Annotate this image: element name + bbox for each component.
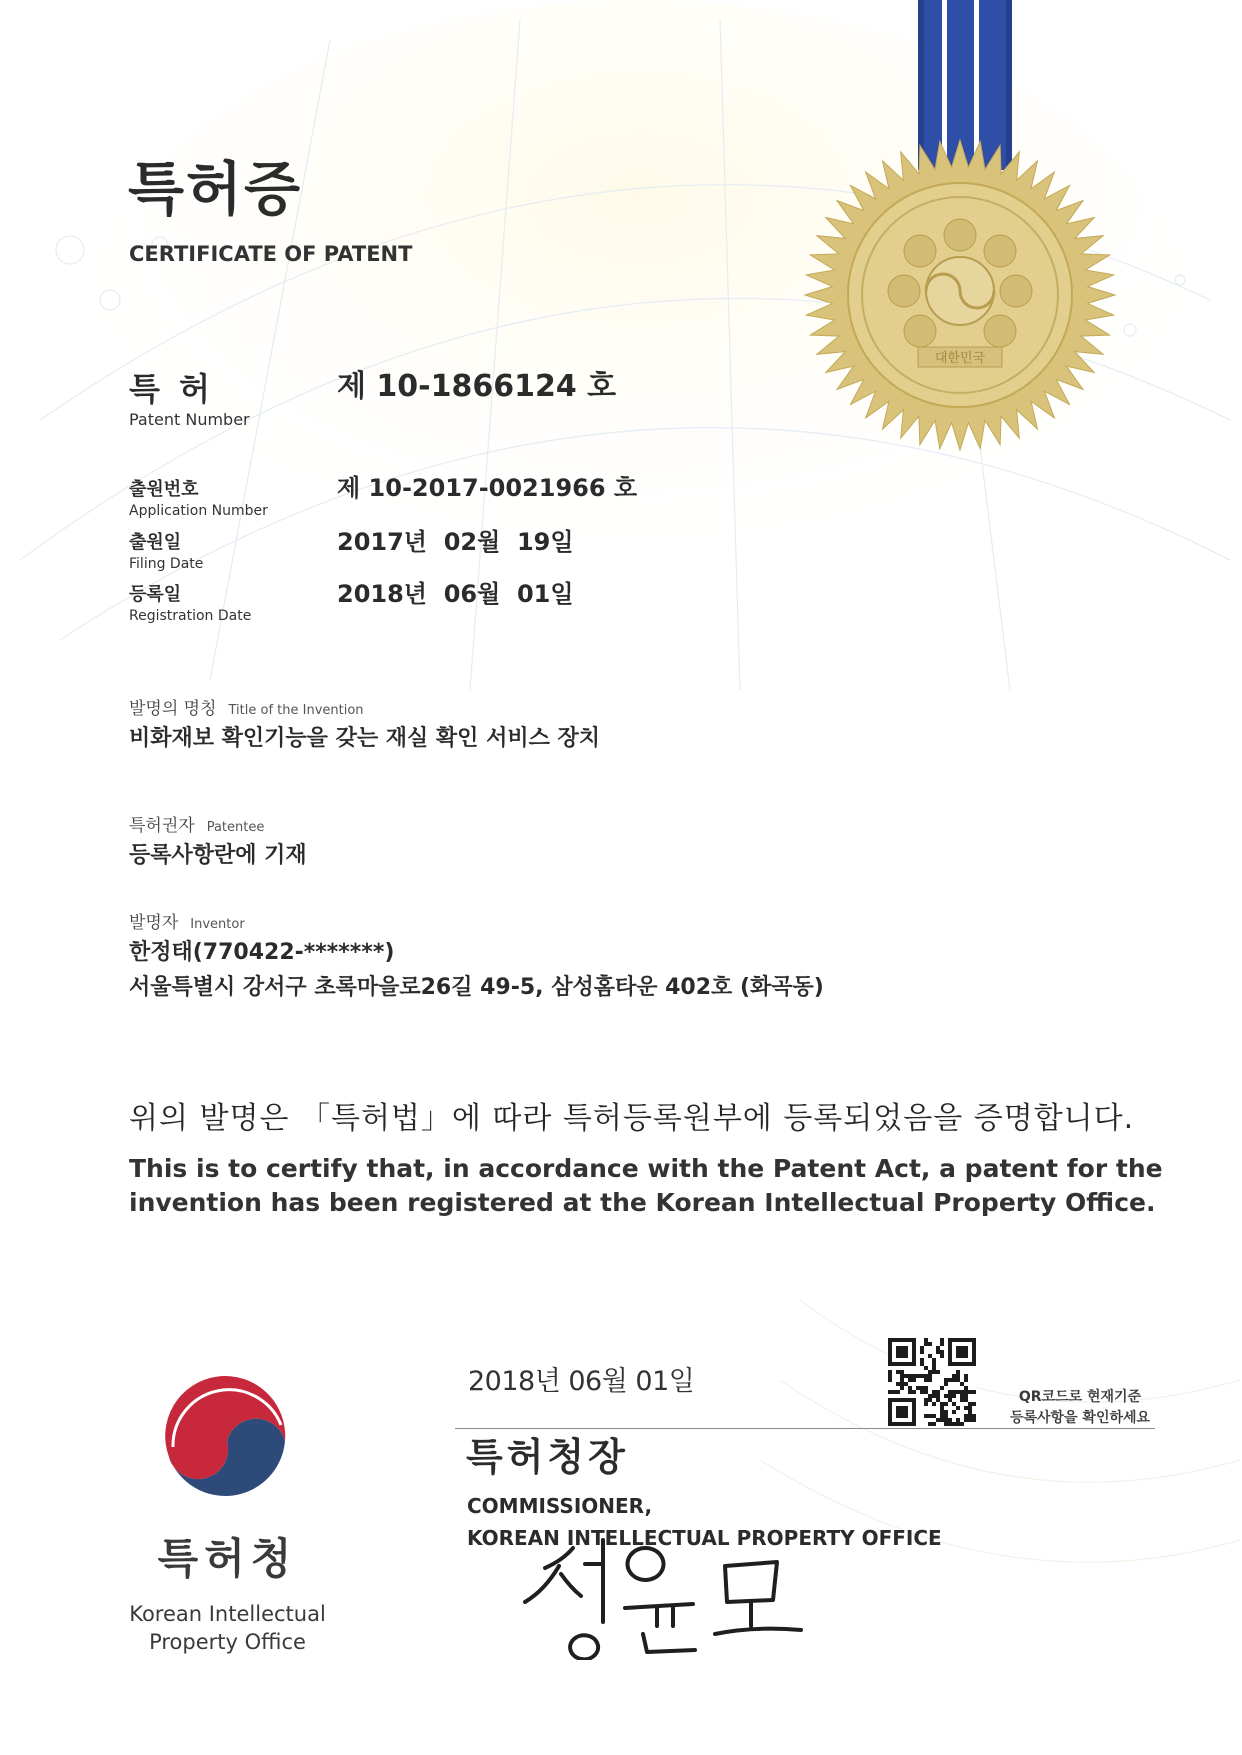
invention-label-en: Title of the Invention xyxy=(228,703,364,718)
qr-instruction-line2: 등록사항을 확인하세요 xyxy=(1009,1410,1151,1426)
filing-date-label-en: Filing Date xyxy=(129,556,204,572)
gold-seal-icon xyxy=(800,135,1120,455)
patentee-value: 등록사항란에 기재 xyxy=(129,843,307,868)
certification-statement-en: This is to certify that, in accordance with the Patent Act, a patent for the invention has been registered at the Korean Intellectual Property Office. xyxy=(129,1154,1163,1217)
certification-statement-ko: 위의 발명은 「특허법」에 따라 특허등록원부에 등록되었음을 증명합니다. xyxy=(129,1101,1135,1136)
invention-label-ko: 발명의 명칭 xyxy=(129,699,217,719)
kipo-name-ko: 특허청 xyxy=(157,1534,298,1583)
patent-number-label-en: Patent Number xyxy=(129,410,250,429)
commissioner-title-ko: 특허청장 xyxy=(466,1435,629,1479)
kipo-name-en-line2: Property Office xyxy=(149,1630,306,1654)
inventor-label-en: Inventor xyxy=(190,917,245,932)
patentee-label-ko: 특허권자 xyxy=(129,816,195,836)
kipo-logo-icon xyxy=(155,1365,300,1510)
registration-date-label-ko: 등록일 xyxy=(129,584,182,605)
kipo-name-en xyxy=(110,1600,345,1656)
inventor-label xyxy=(129,913,245,932)
invention-label xyxy=(129,699,364,718)
commissioner-title-en-line1: COMMISSIONER, xyxy=(467,1494,653,1518)
registration-date-value: 2018년 06월 01일 xyxy=(337,580,574,608)
inventor-name-value: 한정태(770422-*******) xyxy=(129,940,395,965)
invention-title-value: 비화재보 확인기능을 갖는 재실 확인 서비스 장치 xyxy=(129,726,600,751)
certificate-title-en: CERTIFICATE OF PATENT xyxy=(129,242,413,266)
filing-date-value: 2017년 02월 19일 xyxy=(337,528,574,556)
commissioner-signature-image xyxy=(515,1530,805,1660)
commissioner-title-en-line2: KOREAN INTELLECTUAL PROPERTY OFFICE xyxy=(467,1526,942,1550)
patent-number-value: 제 10-1866124 호 xyxy=(337,369,617,404)
qr-instruction xyxy=(990,1387,1170,1429)
issue-date: 2018년 06월 01일 xyxy=(468,1366,695,1397)
inventor-address-value: 서울특별시 강서구 초록마을로26길 49-5, 삼성홈타운 402호 (화곡동) xyxy=(129,975,824,1000)
kipo-name-en-line1: Korean Intellectual xyxy=(129,1602,326,1626)
qr-code-icon[interactable] xyxy=(888,1338,976,1426)
patent-number-label-ko: 특 허 xyxy=(129,370,214,408)
patentee-label xyxy=(129,816,264,835)
qr-instruction-line1: QR코드로 현재기준 xyxy=(1018,1389,1142,1405)
inventor-label-ko: 발명자 xyxy=(129,913,179,933)
registration-date-label-en: Registration Date xyxy=(129,608,252,624)
certificate-title-ko: 특허증 xyxy=(128,155,303,223)
patentee-label-en: Patentee xyxy=(206,820,265,835)
application-number-label-ko: 출원번호 xyxy=(129,479,199,500)
application-number-value: 제 10-2017-0021966 호 xyxy=(337,474,638,502)
seal-inscription: 대한민국 xyxy=(934,351,986,366)
application-number-label-en: Application Number xyxy=(129,503,268,519)
filing-date-label-ko: 출원일 xyxy=(129,532,182,553)
